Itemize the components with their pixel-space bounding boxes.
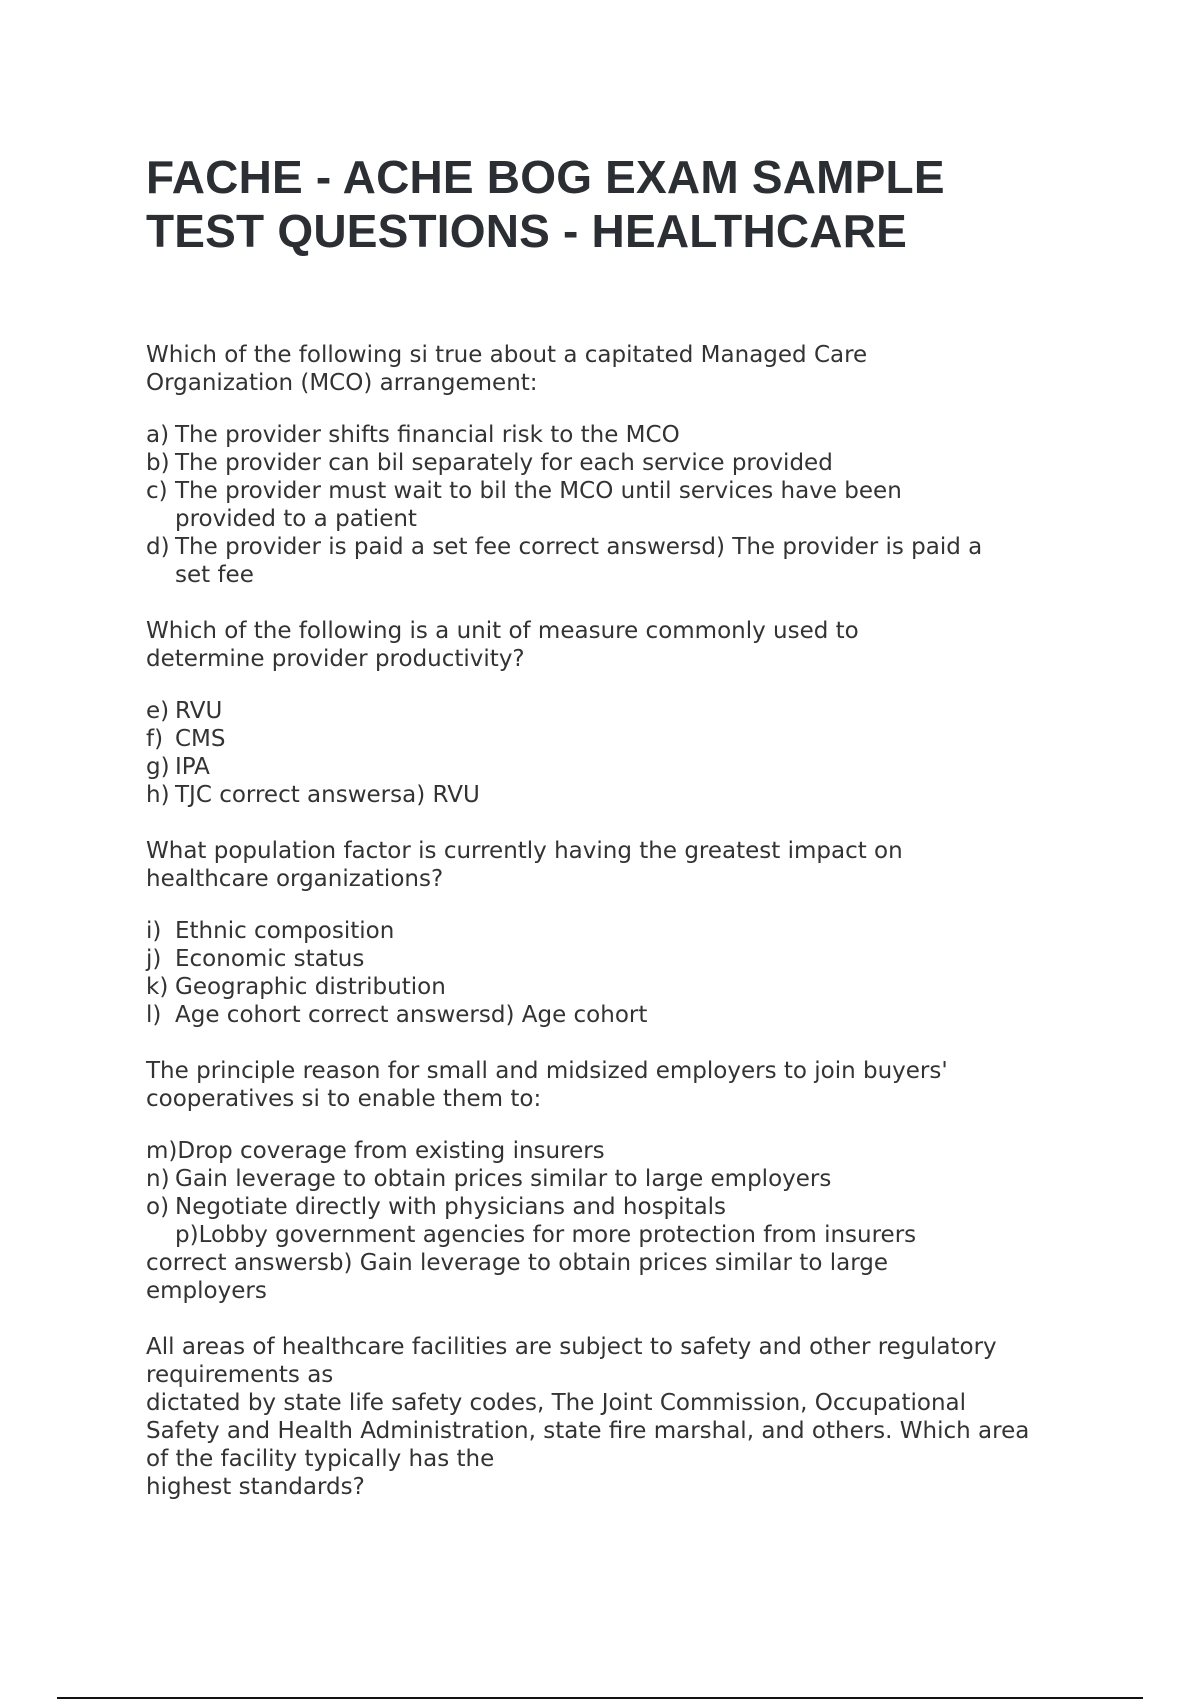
option-letter: f) (146, 726, 164, 752)
answer-option-n (146, 1165, 1106, 1193)
answer-option-b (146, 449, 1106, 477)
option-letter: m) (146, 1138, 178, 1164)
option-letter: d) (146, 534, 170, 560)
question-list (146, 341, 1106, 1501)
stem-line: highest standards? (146, 1474, 365, 1500)
stem-line: healthcare organizations? (146, 866, 444, 892)
answer-option-c (146, 477, 1106, 505)
page-bottom-rule (57, 1697, 1143, 1699)
option-text: The provider must wait to bil the MCO until services have been (175, 478, 902, 504)
answer-options (146, 697, 1106, 809)
option-letter: c) (146, 478, 168, 504)
option-text: TJC correct answersa) RVU (175, 782, 480, 808)
answer-option-i (146, 917, 1106, 945)
answer-option-f (146, 725, 1106, 753)
option-letter: l) (146, 1002, 162, 1028)
option-text: The provider shifts financial risk to the MCO (175, 422, 680, 448)
answer-option-l (146, 1001, 1106, 1029)
option-continuation: provided to a patient (175, 506, 417, 532)
stem-line: requirements as (146, 1362, 334, 1388)
option-continuation: set fee (175, 562, 254, 588)
answer-options (146, 1137, 1106, 1305)
question-1 (146, 341, 1106, 589)
option-letter: b) (146, 450, 170, 476)
stem-line: Safety and Health Administration, state fire marshal, and others. Which area (146, 1418, 1030, 1444)
stem-line: Organization (MCO) arrangement: (146, 370, 538, 396)
stem-line: determine provider productivity? (146, 646, 525, 672)
question-stem (146, 1333, 1106, 1501)
stem-line: All areas of healthcare facilities are subject to safety and other regulatory (146, 1334, 997, 1360)
answer-line: employers (146, 1278, 267, 1304)
option-text: RVU (175, 698, 223, 724)
option-letter: o) (146, 1194, 170, 1220)
option-text: IPA (175, 754, 210, 780)
question-3 (146, 837, 1106, 1029)
option-text: Economic status (175, 946, 365, 972)
option-text: Gain leverage to obtain prices similar to large employers (175, 1166, 832, 1192)
option-letter: g) (146, 754, 170, 780)
option-letter: h) (146, 782, 170, 808)
answer-option-k (146, 973, 1106, 1001)
option-letter: n) (146, 1166, 170, 1192)
answer-option-o (146, 1193, 1106, 1221)
answer-option-h (146, 781, 1106, 809)
option-letter: i) (146, 918, 162, 944)
question-stem (146, 341, 1106, 397)
answer-options (146, 421, 1106, 589)
option-text: CMS (175, 726, 226, 752)
option-text: Drop coverage from existing insurers (177, 1138, 605, 1164)
option-text: Age cohort correct answersd) Age cohort (175, 1002, 648, 1028)
option-letter: e) (146, 698, 170, 724)
stem-line: Which of the following si true about a capitated Managed Care (146, 342, 868, 368)
stem-line: What population factor is currently having the greatest impact on (146, 838, 903, 864)
answer-option-e (146, 697, 1106, 725)
answer-line: correct answersb) Gain leverage to obtain prices similar to large (146, 1250, 888, 1276)
answer-option-a (146, 421, 1106, 449)
question-2 (146, 617, 1106, 809)
stem-line: of the facility typically has the (146, 1446, 495, 1472)
option-letter: a) (146, 422, 170, 448)
answer-option-d (146, 533, 1106, 561)
answer-options (146, 917, 1106, 1029)
answer-option-g (146, 753, 1106, 781)
question-stem (146, 617, 1106, 673)
stem-line: cooperatives si to enable them to: (146, 1086, 542, 1112)
stem-line: dictated by state life safety codes, The Joint Commission, Occupational (146, 1390, 967, 1416)
stem-line: Which of the following is a unit of measure commonly used to (146, 618, 859, 644)
answer-option-j (146, 945, 1106, 973)
question-5 (146, 1333, 1106, 1501)
option-text: Ethnic composition (175, 918, 395, 944)
stem-line: The principle reason for small and midsized employers to join buyers' (146, 1058, 948, 1084)
title-line: FACHE - ACHE BOG EXAM SAMPLE (146, 151, 945, 203)
option-text: Negotiate directly with physicians and hospitals (175, 1194, 727, 1220)
title-line: TEST QUESTIONS - HEALTHCARE (146, 205, 908, 257)
option-text: The provider can bil separately for each service provided (175, 450, 833, 476)
question-4 (146, 1057, 1106, 1305)
option-text: The provider is paid a set fee correct answersd) The provider is paid a (175, 534, 983, 560)
option-letter: k) (146, 974, 169, 1000)
document-page (146, 150, 1106, 1529)
document-title (146, 150, 1106, 258)
question-stem (146, 1057, 1106, 1113)
question-stem (146, 837, 1106, 893)
option-p-line: p)Lobby government agencies for more protection from insurers (175, 1222, 917, 1248)
option-letter: j) (146, 946, 162, 972)
option-text: Geographic distribution (175, 974, 446, 1000)
answer-option-m (146, 1137, 1106, 1165)
